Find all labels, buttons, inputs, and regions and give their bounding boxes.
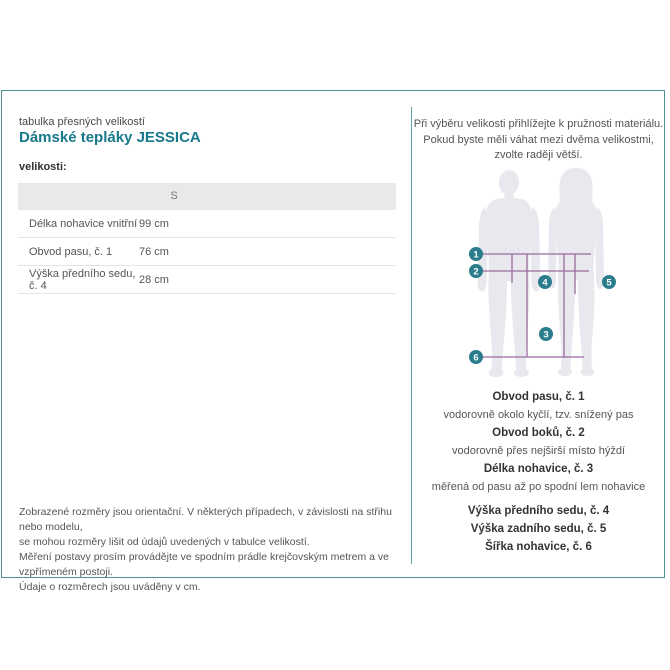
svg-text:1: 1 xyxy=(473,249,479,261)
legend-item xyxy=(412,538,665,556)
body-silhouette-back xyxy=(548,168,604,377)
measurement-diagram xyxy=(461,161,646,386)
marker-6-icon xyxy=(469,350,483,364)
measurement-label: Obvod pasu, č. 1 xyxy=(29,245,113,258)
legend-item xyxy=(412,502,665,520)
footnote-line: Údaje o rozměrech jsou uváděny v cm. xyxy=(19,581,201,593)
svg-text:4: 4 xyxy=(542,277,548,289)
table-row xyxy=(18,266,396,294)
measurement-value: 76 cm xyxy=(139,245,169,258)
marker-2-icon xyxy=(469,264,483,278)
size-advice-text xyxy=(412,117,665,164)
marker-3-icon xyxy=(539,327,553,341)
table-row xyxy=(18,238,396,266)
legend-title: Šířka nohavice, č. 6 xyxy=(485,541,592,553)
size-chart-panel xyxy=(1,90,665,593)
footnote-line: se mohou rozměry lišit od údajů uvedených v tabulce velikostí. xyxy=(19,536,310,548)
legend-title: Výška předního sedu, č. 4 xyxy=(467,505,610,517)
intro-line: Pokud byste měli váhat mezi dvěma velikostmi, xyxy=(423,133,654,146)
product-title: Dámské tepláky JESSICA xyxy=(19,129,201,146)
marker-1-icon xyxy=(469,247,483,261)
marker-4-icon xyxy=(538,275,552,289)
measurement-legend xyxy=(412,388,665,556)
measurement-value: 28 cm xyxy=(139,273,169,286)
legend-title: Výška zadního sedu, č. 5 xyxy=(470,523,607,535)
measurement-label: Délka nohavice vnitřní xyxy=(29,217,138,230)
table-row xyxy=(18,210,396,238)
footnote-line: Zobrazené rozměry jsou orientační. V některých případech, v závislosti na střihu nebo modelu, xyxy=(19,506,392,533)
size-column-header: S xyxy=(170,190,178,202)
size-table xyxy=(18,183,396,294)
measurement-value: 99 cm xyxy=(139,217,169,230)
left-column xyxy=(2,91,411,593)
svg-text:3: 3 xyxy=(543,329,549,341)
footnote-line: Měření postavy prosím provádějte ve spodním prádle krejčovským metrem a ve vzpřímeném postoji. xyxy=(19,551,389,578)
legend-desc: vodorovně okolo kyčlí, tzv. snížený pas xyxy=(443,409,634,421)
right-column xyxy=(412,91,665,577)
svg-text:2: 2 xyxy=(473,266,479,278)
legend-title: Délka nohavice, č. 3 xyxy=(483,463,594,475)
legend-item xyxy=(412,424,665,460)
body-silhouette-front xyxy=(477,170,540,377)
sizes-label: velikosti: xyxy=(19,161,67,173)
legend-title: Obvod boků, č. 2 xyxy=(492,427,585,439)
legend-item xyxy=(412,388,665,424)
svg-text:6: 6 xyxy=(473,352,479,364)
legend-item xyxy=(412,520,665,538)
legend-desc: měřená od pasu až po spodní lem nohavice xyxy=(431,481,646,493)
section-label: tabulka přesných velikostí xyxy=(19,116,145,128)
intro-line: Při výběru velikosti přihlížejte k pružnosti materiálu. xyxy=(413,118,664,130)
svg-text:5: 5 xyxy=(606,277,612,289)
legend-title: Obvod pasu, č. 1 xyxy=(492,391,585,403)
legend-item xyxy=(412,460,665,496)
marker-5-icon xyxy=(602,275,616,289)
legend-desc: vodorovně přes nejširší místo hýždí xyxy=(451,445,626,457)
measurement-label: Výška předního sedu, č. 4 xyxy=(29,267,136,292)
size-table-header-row xyxy=(18,183,396,210)
footnote xyxy=(19,505,411,595)
intro-line: zvolte raději větší. xyxy=(494,149,583,161)
